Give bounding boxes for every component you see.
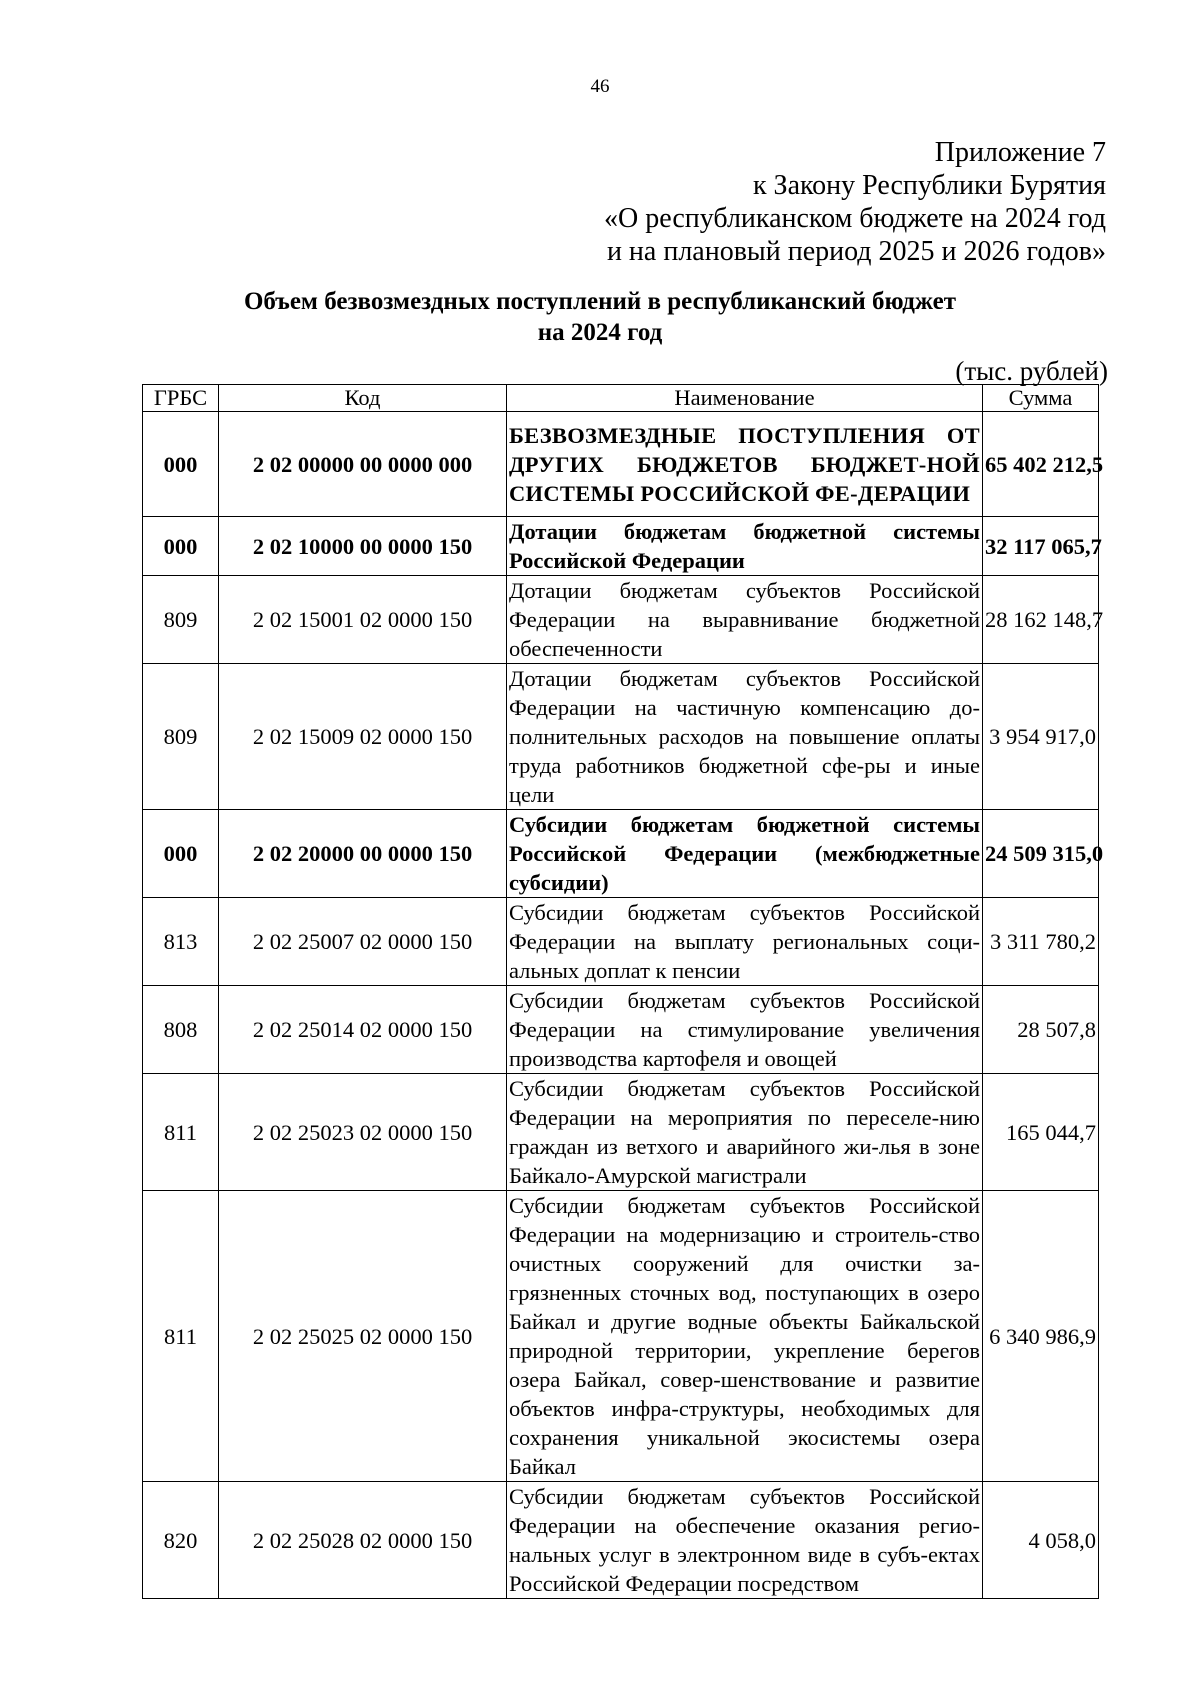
header-name: Наименование [507, 385, 983, 412]
appendix-line: Приложение 7 [934, 137, 1106, 168]
cell-grbs: 000 [143, 517, 219, 576]
cell-name: Субсидии бюджетам бюджетной системы Российской Федерации (межбюджетные субсидии) [507, 810, 983, 898]
table-row [143, 1074, 1099, 1191]
cell-sum: 165 044,7 [983, 1074, 1099, 1191]
header-code: Код [219, 385, 507, 412]
table-row [143, 517, 1099, 576]
appendix-line: «О республиканском бюджете на 2024 год [604, 203, 1106, 234]
cell-sum: 65 402 212,5 [983, 412, 1099, 517]
cell-sum: 32 117 065,7 [983, 517, 1099, 576]
appendix-header [604, 136, 1106, 268]
table-row [143, 1482, 1099, 1599]
appendix-line: к Закону Республики Бурятия [752, 170, 1106, 201]
cell-code: 2 02 25028 02 0000 150 [219, 1482, 507, 1599]
document-title-line: на 2024 год [537, 319, 663, 346]
cell-grbs: 811 [143, 1074, 219, 1191]
cell-grbs: 000 [143, 810, 219, 898]
cell-name: Субсидии бюджетам субъектов Российской Федерации на стимулирование увеличения производства картофеля и овощей [507, 986, 983, 1074]
document-title-line: Объем безвозмездных поступлений в республиканский бюджет [243, 288, 957, 315]
cell-code: 2 02 25014 02 0000 150 [219, 986, 507, 1074]
table-row [143, 810, 1099, 898]
header-sum: Сумма [983, 385, 1099, 412]
header-grbs: ГРБС [143, 385, 219, 412]
cell-sum: 4 058,0 [983, 1482, 1099, 1599]
cell-grbs: 809 [143, 576, 219, 664]
cell-grbs: 809 [143, 664, 219, 810]
cell-grbs: 813 [143, 898, 219, 986]
table-row [143, 898, 1099, 986]
cell-sum: 28 162 148,7 [983, 576, 1099, 664]
cell-name: Дотации бюджетам субъектов Российской Федерации на выравнивание бюджетной обеспеченности [507, 576, 983, 664]
cell-name: Субсидии бюджетам субъектов Российской Федерации на модернизацию и строитель-ство очистных сооружений для очистки за-грязненных сточных вод, поступающих в озеро Байкал и другие водные объекты Байкальской природной территории, укрепление берегов озера Байкал, совер-шенствование и развитие объектов инфра-структуры, необходимых для сохранения уникальной экосистемы озера Байкал [507, 1191, 983, 1482]
cell-sum: 3 954 917,0 [983, 664, 1099, 810]
budget-table [142, 384, 1104, 1599]
cell-sum: 3 311 780,2 [983, 898, 1099, 986]
table-row [143, 1191, 1099, 1482]
table-row [143, 986, 1099, 1074]
cell-sum: 28 507,8 [983, 986, 1099, 1074]
cell-code: 2 02 15001 02 0000 150 [219, 576, 507, 664]
cell-grbs: 808 [143, 986, 219, 1074]
table-row [143, 664, 1099, 810]
cell-name: Дотации бюджетам бюджетной системы Российской Федерации [507, 517, 983, 576]
cell-grbs: 000 [143, 412, 219, 517]
cell-code: 2 02 25025 02 0000 150 [219, 1191, 507, 1482]
cell-code: 2 02 00000 00 0000 000 [219, 412, 507, 517]
cell-name: Субсидии бюджетам субъектов Российской Федерации на выплату региональных соци-альных доплат к пенсии [507, 898, 983, 986]
appendix-line: и на плановый период 2025 и 2026 годов» [606, 236, 1106, 267]
page-number: 46 [590, 76, 610, 97]
cell-name: БЕЗВОЗМЕЗДНЫЕ ПОСТУПЛЕНИЯ ОТ ДРУГИХ БЮДЖЕТОВ БЮДЖЕТ-НОЙ СИСТЕМЫ РОССИЙСКОЙ ФЕ-ДЕРАЦИИ [507, 412, 983, 517]
cell-code: 2 02 25007 02 0000 150 [219, 898, 507, 986]
cell-name: Дотации бюджетам субъектов Российской Федерации на частичную компенсацию до-полнительных расходов на повышение оплаты труда работников бюджетной сфе-ры и иные цели [507, 664, 983, 810]
document-title [0, 286, 1200, 348]
table-row [143, 412, 1099, 517]
cell-grbs: 811 [143, 1191, 219, 1482]
cell-grbs: 820 [143, 1482, 219, 1599]
cell-code: 2 02 20000 00 0000 150 [219, 810, 507, 898]
cell-code: 2 02 15009 02 0000 150 [219, 664, 507, 810]
cell-name: Субсидии бюджетам субъектов Российской Федерации на обеспечение оказания регио-нальных услуг в электронном виде в субъ-ектах Российской Федерации посредством [507, 1482, 983, 1599]
table-header-row [143, 385, 1099, 412]
table-row [143, 576, 1099, 664]
cell-code: 2 02 10000 00 0000 150 [219, 517, 507, 576]
cell-name: Субсидии бюджетам субъектов Российской Федерации на мероприятия по переселе-нию граждан из ветхого и аварийного жи-лья в зоне Байкало-Амурской магистрали [507, 1074, 983, 1191]
cell-code: 2 02 25023 02 0000 150 [219, 1074, 507, 1191]
cell-sum: 24 509 315,0 [983, 810, 1099, 898]
units-label: (тыс. рублей) [955, 356, 1108, 386]
cell-sum: 6 340 986,9 [983, 1191, 1099, 1482]
